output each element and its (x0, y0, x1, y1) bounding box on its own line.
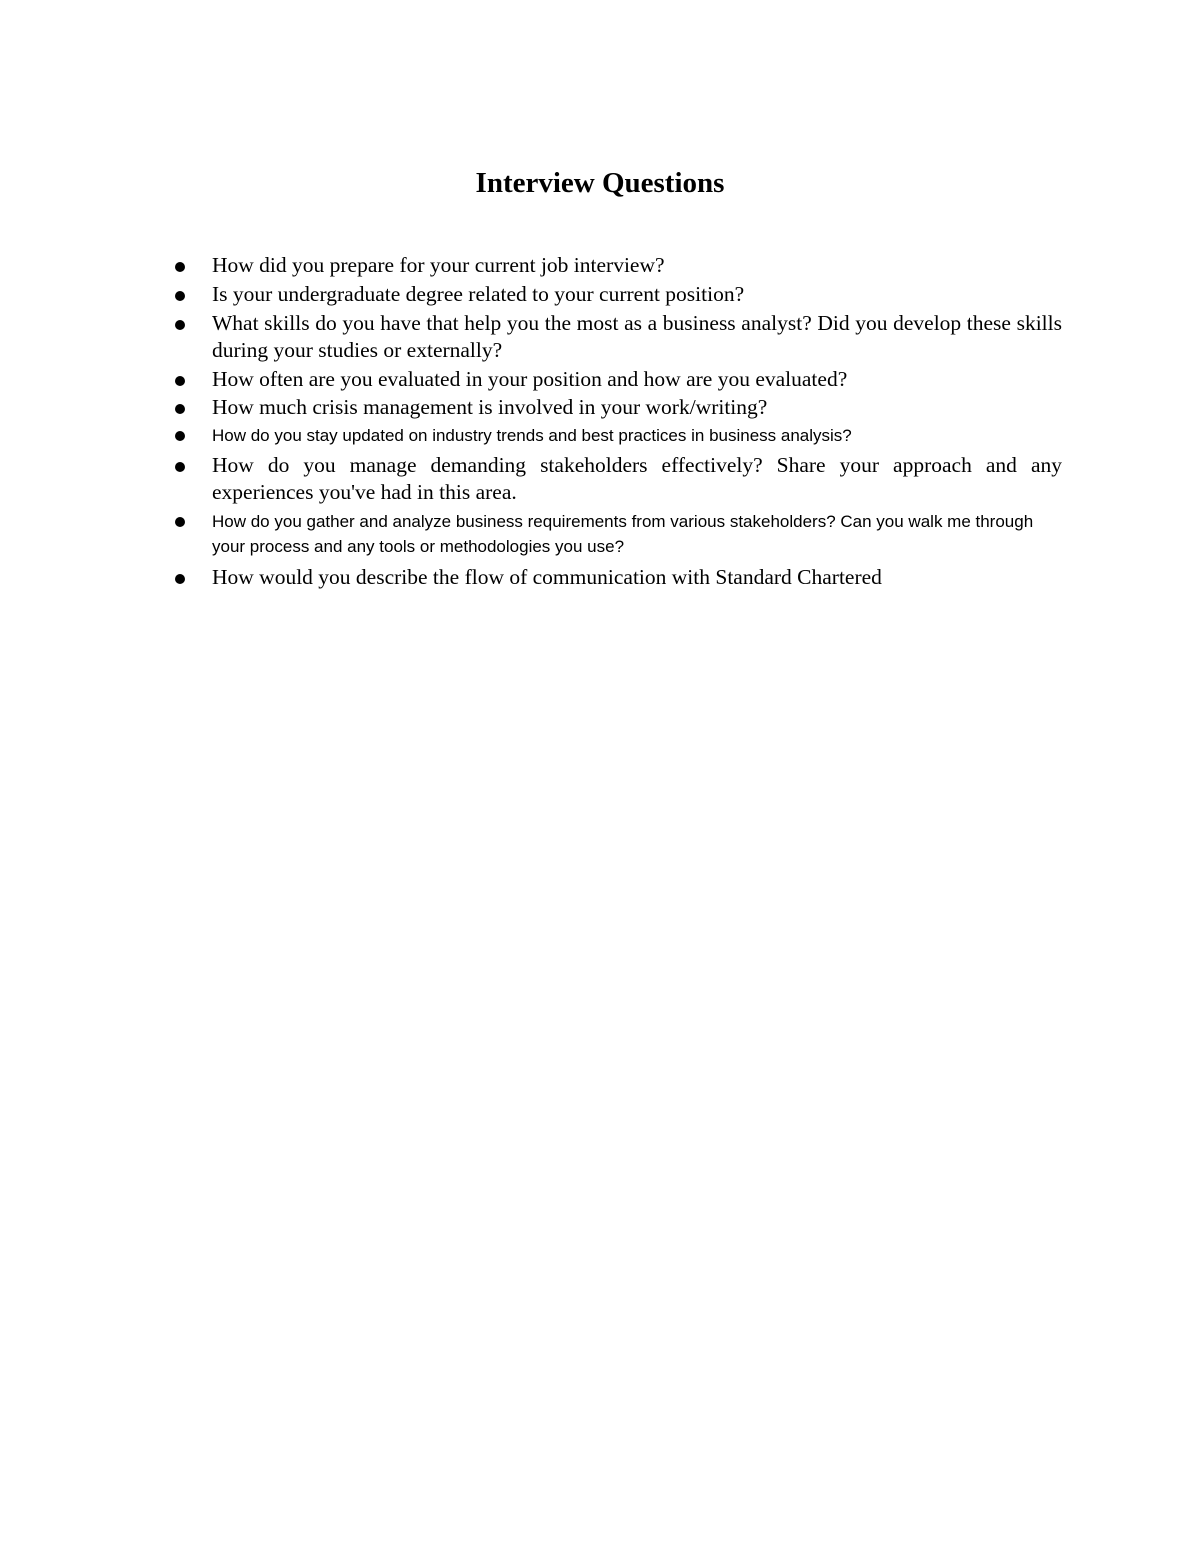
bullet-icon (175, 320, 185, 330)
document-title: Interview Questions (475, 167, 725, 199)
bullet-icon (175, 574, 185, 584)
question-text: How do you gather and analyze business requirements from various stakeholders? Can you walk me through your process and any tools or methodologies you use? (212, 512, 1034, 556)
question-text: How do you stay updated on industry trends and best practices in business analysis? (212, 426, 852, 445)
bullet-icon (175, 462, 185, 472)
question-text: What skills do you have that help you the most as a business analyst? Did you develop these skills during your studies or externally? (212, 311, 1062, 362)
question-text: How do you manage demanding stakeholders effectively? Share your approach and any experiences you've had in this area. (212, 453, 1062, 504)
question-text: How would you describe the flow of communication with Standard Chartered (212, 565, 882, 589)
question-text: How much crisis management is involved in your work/writing? (212, 395, 768, 419)
question-text: Is your undergraduate degree related to your current position? (212, 282, 745, 306)
bullet-icon (175, 517, 185, 527)
bullet-icon (175, 291, 185, 301)
bullet-icon (175, 404, 185, 414)
bullet-icon (175, 262, 185, 272)
bullet-icon (175, 376, 185, 386)
question-text: How often are you evaluated in your position and how are you evaluated? (212, 367, 848, 391)
question-text: How did you prepare for your current job interview? (212, 253, 665, 277)
bullet-icon (175, 431, 185, 441)
